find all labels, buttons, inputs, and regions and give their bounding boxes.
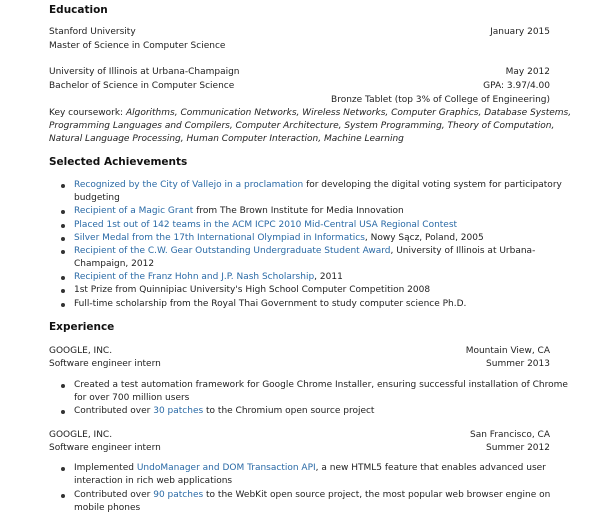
job-bullet-text: , a new HTML5 feature that enables advanced user (315, 463, 546, 473)
coursework-line (49, 134, 404, 144)
gpa: GPA: 3.97/4.00 (483, 81, 550, 91)
bullet-icon (61, 276, 65, 280)
achievement-link[interactable]: Recognized by the City of Vallejo in a proclamation (74, 180, 304, 190)
achievement-text: , University of Illinois at Urbana- (390, 246, 536, 256)
job-bullet (74, 490, 550, 500)
achievement-text: for developing the digital voting system for participatory (303, 180, 562, 190)
job-bullet-text: to the Chromium open source project (203, 406, 375, 416)
achievement-text: Champaign, 2012 (74, 259, 155, 269)
graduation-date: January 2015 (490, 27, 550, 37)
bullet-icon (61, 410, 65, 414)
achievement-item (74, 206, 404, 216)
bullet-icon (61, 250, 65, 254)
coursework-label: Key coursework: (49, 108, 124, 118)
honor: Bronze Tablet (top 3% of College of Engineering) (331, 95, 550, 105)
job-bullet-text: interaction in rich web applications (74, 476, 233, 486)
achievement-link[interactable]: Placed 1st out of 142 teams in the ACM ICPC 2010 Mid-Central USA Regional Contest (74, 220, 458, 230)
achievement-text: Full-time scholarship from the Royal Thai Government to study computer science Ph.D. (74, 299, 467, 309)
section-title-achievements: Selected Achievements (49, 156, 188, 168)
school-name: University of Illinois at Urbana-Champaign (49, 67, 240, 77)
company-name: GOOGLE, INC. (49, 430, 113, 440)
job-bullet-text: mobile phones (74, 503, 141, 513)
bullet-icon (61, 494, 65, 498)
achievement-item (74, 220, 457, 230)
achievement-link[interactable]: Recipient of the Franz Hohn and J.P. Nash Scholarship (74, 272, 315, 282)
bullet-icon (61, 184, 65, 188)
coursework-line (49, 108, 571, 118)
bullet-icon (61, 237, 65, 241)
bullet-icon (61, 303, 65, 307)
patches-link[interactable]: 30 patches (153, 406, 204, 416)
job-date: Summer 2013 (486, 359, 550, 369)
patches-link[interactable]: 90 patches (153, 490, 204, 500)
job-bullet-text: Contributed over (74, 490, 154, 500)
achievement-text: , 2011 (314, 272, 343, 282)
degree: Master of Science in Computer Science (49, 41, 226, 51)
job-date: Summer 2012 (486, 443, 550, 453)
coursework-line (49, 121, 554, 131)
school-name: Stanford University (49, 27, 136, 37)
achievement-text: , Nowy Sącz, Poland, 2005 (364, 233, 484, 243)
achievement-item (74, 180, 562, 190)
job-bullet (74, 463, 546, 473)
achievement-link[interactable]: Recipient of the C.W. Gear Outstanding Undergraduate Student Award (74, 246, 391, 256)
achievement-item (74, 246, 535, 256)
coursework-list: Programming Languages and Compilers, Computer Architecture, System Programming, Theory of Computation, (49, 121, 555, 131)
bullet-icon (61, 224, 65, 228)
coursework-list: Natural Language Processing, Human Computer Interaction, Machine Learning (49, 134, 404, 144)
achievement-text: from The Brown Institute for Media Innovation (193, 206, 404, 216)
job-bullet (74, 406, 374, 416)
section-title-education: Education (49, 4, 108, 16)
graduation-date: May 2012 (505, 67, 550, 77)
job-bullet-text: Contributed over (74, 406, 154, 416)
achievement-text: 1st Prize from Quinnipiac University's High School Computer Competition 2008 (74, 285, 431, 295)
job-location: San Francisco, CA (470, 430, 550, 440)
achievement-item (74, 272, 343, 282)
job-bullet-text: to the WebKit open source project, the most popular web browser engine on (203, 490, 551, 500)
job-role: Software engineer intern (49, 359, 161, 369)
achievement-link[interactable]: Silver Medal from the 17th International Olympiad in Informatics (74, 233, 365, 243)
achievement-item (74, 233, 484, 243)
company-name: GOOGLE, INC. (49, 346, 113, 356)
job-location: Mountain View, CA (465, 346, 550, 356)
bullet-icon (61, 467, 65, 471)
coursework-list: Algorithms, Communication Networks, Wireless Networks, Computer Graphics, Database Systems, (125, 108, 572, 118)
undomanager-link[interactable]: UndoManager and DOM Transaction API (136, 463, 316, 473)
job-bullet-text: Created a test automation framework for Google Chrome Installer, ensuring successful installation of Chrome (74, 380, 568, 390)
achievement-text: budgeting (74, 193, 120, 203)
bullet-icon (61, 289, 65, 293)
job-role: Software engineer intern (49, 443, 161, 453)
bullet-icon (61, 384, 65, 388)
job-bullet-text: Implemented (74, 463, 137, 473)
bullet-icon (61, 210, 65, 214)
achievement-link[interactable]: Recipient of a Magic Grant (74, 206, 194, 216)
section-title-experience: Experience (49, 321, 115, 333)
job-bullet-text: for over 700 million users (74, 393, 190, 403)
degree: Bachelor of Science in Computer Science (49, 81, 235, 91)
